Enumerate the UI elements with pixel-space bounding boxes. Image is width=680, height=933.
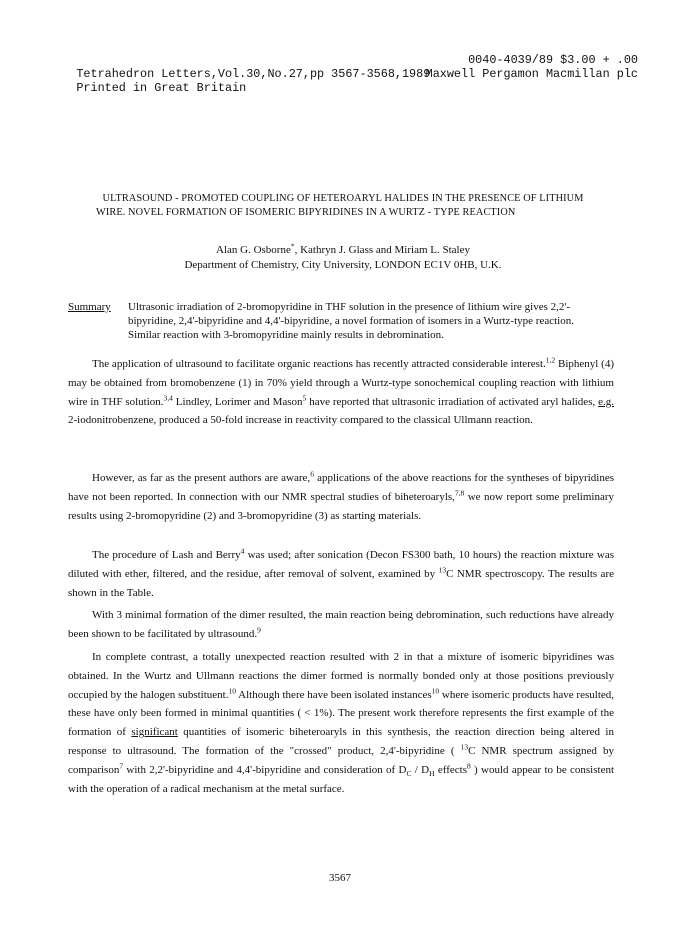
body-paragraph-1: The application of ultrasound to facilitate organic reactions has recently attracted considerable interest.$^{1,2}$ Biphenyl (4) may be obtained from bromobenzene (1) in 70% yield through a Wurtz-type sonochemical coupling reaction with lithium wire in THF solution.$^{3,4}$ Lindley, Lorimer and Mason$^5$ have reported that ultrasonic irradiation of activated aryl halides, e.g. 2-iodonitrobenzene, produced a 50-fold increase in reactivity compared to the classical Ullmann reaction. xyxy=(68,355,614,427)
article-title xyxy=(48,192,638,220)
isotope-mark: 13 xyxy=(438,565,447,575)
authors-block xyxy=(48,243,638,273)
affiliation: Department of Chemistry, City University, LONDON EC1V 0HB, U.K. xyxy=(184,259,502,271)
significant-emphasis: significant xyxy=(131,726,178,739)
reference-mark: 10 xyxy=(228,685,236,695)
summary-label: Summary xyxy=(68,301,111,313)
reference-mark: 10 xyxy=(431,685,440,695)
summary-text: Ultrasonic irradiation of 2-bromopyridine in THF solution in the presence of lithium wire gives 2,2'-bipyridine, 2,4'-bipyridine and 4,4'-bipyridine, a novel formation of isomers in a Wurtz-type reaction. Similar reaction with 3-bromopyridine mainly results in debromination. xyxy=(128,301,574,341)
issn-price: 0040-4039/89 $3.00 + .00 xyxy=(468,53,638,67)
reference-mark: 7 xyxy=(119,761,124,771)
reference-mark: 6 xyxy=(310,469,314,479)
summary-block xyxy=(68,300,608,342)
page-number: 3567 xyxy=(329,872,351,884)
body-paragraph-4: With 3 minimal formation of the dimer resulted, the main reaction being debromination, such reductions have already been shown to be facilitated by ultrasound.$^9$ xyxy=(68,609,614,640)
subscript-c: C xyxy=(406,768,412,778)
reference-mark: 7,8 xyxy=(454,488,465,498)
subscript-h: H xyxy=(429,768,435,778)
journal-citation: Tetrahedron Letters,Vol.30,No.27,pp 3567-3568,1989 xyxy=(76,67,431,81)
publisher: Maxwell Pergamon Macmillan plc xyxy=(425,67,638,81)
body-paragraph-3: The procedure of Lash and Berry$^4$ was used; after sonication (Decon FS300 bath, 10 hours) the reaction mixture was diluted with ether, filtered, and the residue, after removal of solvent, examined by $^{13}$C NMR spectroscopy. The results are shown in the Table. xyxy=(68,546,614,599)
reference-mark: 9 xyxy=(257,625,261,635)
isotope-mark: 13 xyxy=(460,742,469,752)
printed-in: Printed in Great Britain xyxy=(76,81,247,95)
author-names: Alan G. Osborne*, Kathryn J. Glass and Miriam L. Staley xyxy=(216,241,470,256)
eg-abbrev: e.g. xyxy=(598,395,614,408)
header-line-2 xyxy=(48,67,638,123)
body-paragraph-5: In complete contrast, a totally unexpected reaction resulted with 2 in that a mixture of isomeric bipyridines was obtained. In the Wurtz and Ullmann reactions the dimer formed is normally bonded only at those positions previously occupied by the halogen substituent.$^{10}$ Although there have been isolated instances$^{10}$ where isomeric products have resulted, these have only been formed in minimal quantities ( < 1%). The present work therefore represents the first example of the formation of significant quantities of isomeric biheteroaryls in this synthesis, the reaction direction being altered in response to ultrasound. The formation of the "crossed" product, 2,4'-bipyridine ( $^{13}$C NMR spectrum assigned by comparison$^7$ with 2,2'-bipyridine and 4,4'-bipyridine and consideration of $D_C / D_H$ effects$^8$ ) would appear to be consistent with the operation of a radical mechanism at the metal surface. xyxy=(68,651,615,795)
reference-mark: 8 xyxy=(466,761,471,771)
reference-mark: 1,2 xyxy=(545,355,556,365)
corresponding-mark: * xyxy=(290,241,295,251)
reference-mark: 3,4 xyxy=(163,392,173,402)
title-line-1: ULTRASOUND - PROMOTED COUPLING OF HETEROARYL HALIDES IN THE PRESENCE OF LITHIUM xyxy=(102,193,584,204)
reference-mark: 4 xyxy=(240,546,245,556)
title-line-2: WIRE. NOVEL FORMATION OF ISOMERIC BIPYRIDINES IN A WURTZ - TYPE REACTION xyxy=(96,207,516,218)
body-paragraph-2: However, as far as the present authors are aware,$^6$ applications of the above reactions for the syntheses of bipyridines have not been reported. In connection with our NMR spectral studies of biheteroaryls,$^{7,8}$ we now report some preliminary results using 2-bromopyridine (2) and 3-bromopyridine (3) as starting materials. xyxy=(68,469,615,522)
reference-mark: 5 xyxy=(302,392,307,402)
